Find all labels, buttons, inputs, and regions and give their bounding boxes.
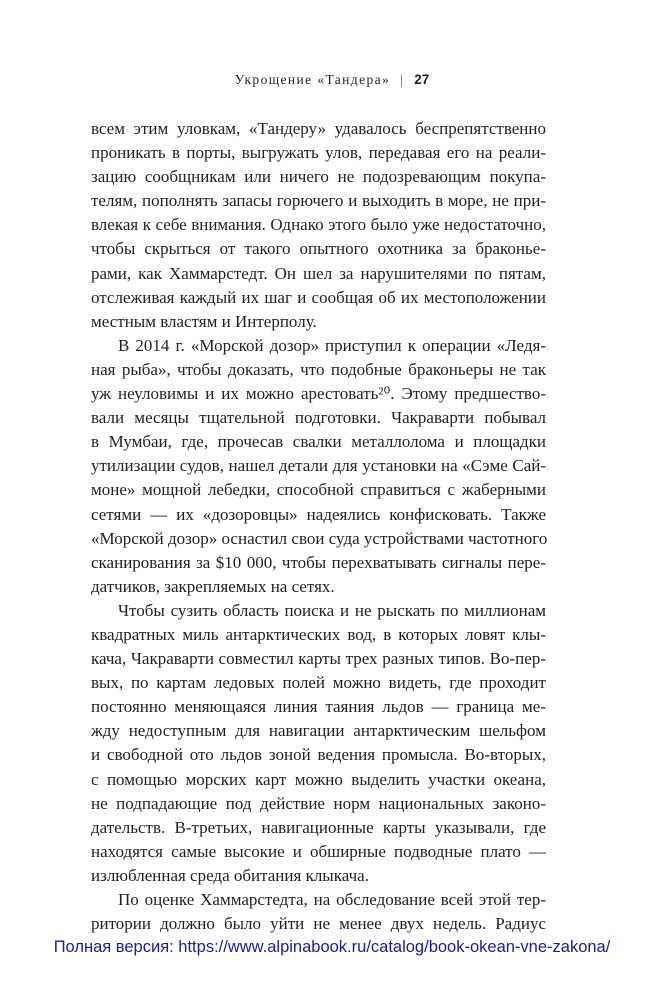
text-line: телям, пополнять запасы горючего и выходить в море, не при- xyxy=(91,191,546,211)
text-line: рами, как Хаммарстедт. Он шел за нарушителями по пятам, xyxy=(91,263,546,283)
text-line: моне» мощной лебедки, способной справиться с жаберными xyxy=(91,480,546,500)
text-line: жду недоступным для навигации антарктическим шельфом xyxy=(91,721,546,741)
text-line: «Морской дозор» оснастил свои суда устройствами частотного xyxy=(91,528,548,548)
text-line: в Мумбаи, где, прочесав свалки металлолома и площадки xyxy=(91,432,546,452)
text-line: вали месяцы тщательной подготовки. Чакраварти побывал xyxy=(91,408,546,428)
header-separator: | xyxy=(400,72,405,87)
running-head xyxy=(0,72,664,88)
full-version-link[interactable]: Полная версия: https://www.alpinabook.ru/catalog/book-okean-vne-zakona/ xyxy=(53,938,611,956)
text-line: местным властям и Интерполу. xyxy=(91,311,317,331)
text-line: не подпадающие под действие норм национальных законо- xyxy=(91,793,546,813)
text-line: вых, по картам ледовых полей можно видеть, где проходит xyxy=(91,673,546,693)
text-line: и свободной ото льдов зоной ведения промысла. Во-вторых, xyxy=(91,745,546,765)
text-line: постоянно меняющаяся линия таяния льдов — граница ме- xyxy=(91,697,546,717)
text-line: уж неуловимы и их можно арестовать²⁰. Этому предшество- xyxy=(91,384,546,404)
text-line: чтобы скрыться от такого опытного охотника за браконье- xyxy=(91,239,546,259)
page-number: 27 xyxy=(414,72,430,87)
text-line: проникать в порты, выгружать улов, передавая его на реали- xyxy=(91,143,546,163)
text-line: находятся самые высокие и обширные подводные плато — xyxy=(91,841,546,861)
text-line: влекая к себе внимания. Однако этого было уже недостаточно, xyxy=(91,215,546,235)
text-line: сканирования за $10 000, чтобы перехватывать сигналы пере- xyxy=(91,552,546,572)
text-line: По оценке Хаммарстедта, на обследование всей этой тер- xyxy=(118,890,546,909)
text-line: ная рыба», чтобы доказать, что подобные браконьеры не так xyxy=(91,359,546,379)
text-line: сетями — их «дозоровцы» надеялись конфисковать. Также xyxy=(91,504,546,524)
body-text xyxy=(91,117,546,936)
text-line: квадратных миль антарктических вод, в которых ловят клы- xyxy=(91,624,546,644)
text-line: с помощью морских карт можно выделить участки океана, xyxy=(91,769,546,789)
running-title: Укрощение «Тандера» xyxy=(234,72,391,87)
text-line: отслеживая каждый их шаг и сообщая об их местоположении xyxy=(91,287,546,307)
text-line: зацию сообщникам или ничего не подозревающим покупа- xyxy=(91,167,546,187)
text-line: дательств. В-третьих, навигационные карты указывали, где xyxy=(91,817,546,837)
text-line: утилизации судов, нашел детали для установки на «Сэме Сай- xyxy=(91,456,546,476)
text-line: кача, Чакраварти совместил карты трех разных типов. Во-пер- xyxy=(91,649,546,669)
text-line: В 2014 г. «Морской дозор» приступил к операции «Ледя- xyxy=(118,335,546,355)
text-line: ритории должно было уйти не менее двух недель. Радиус xyxy=(91,914,546,934)
text-line: излюбленная среда обитания клыкача. xyxy=(91,865,369,885)
text-line: всем этим уловкам, «Тандеру» удавалось беспрепятственно xyxy=(91,119,546,138)
text-line: Чтобы сузить область поиска и не рыскать по миллионам xyxy=(118,600,546,620)
text-line: датчиков, закрепляемых на сетях. xyxy=(91,576,335,596)
